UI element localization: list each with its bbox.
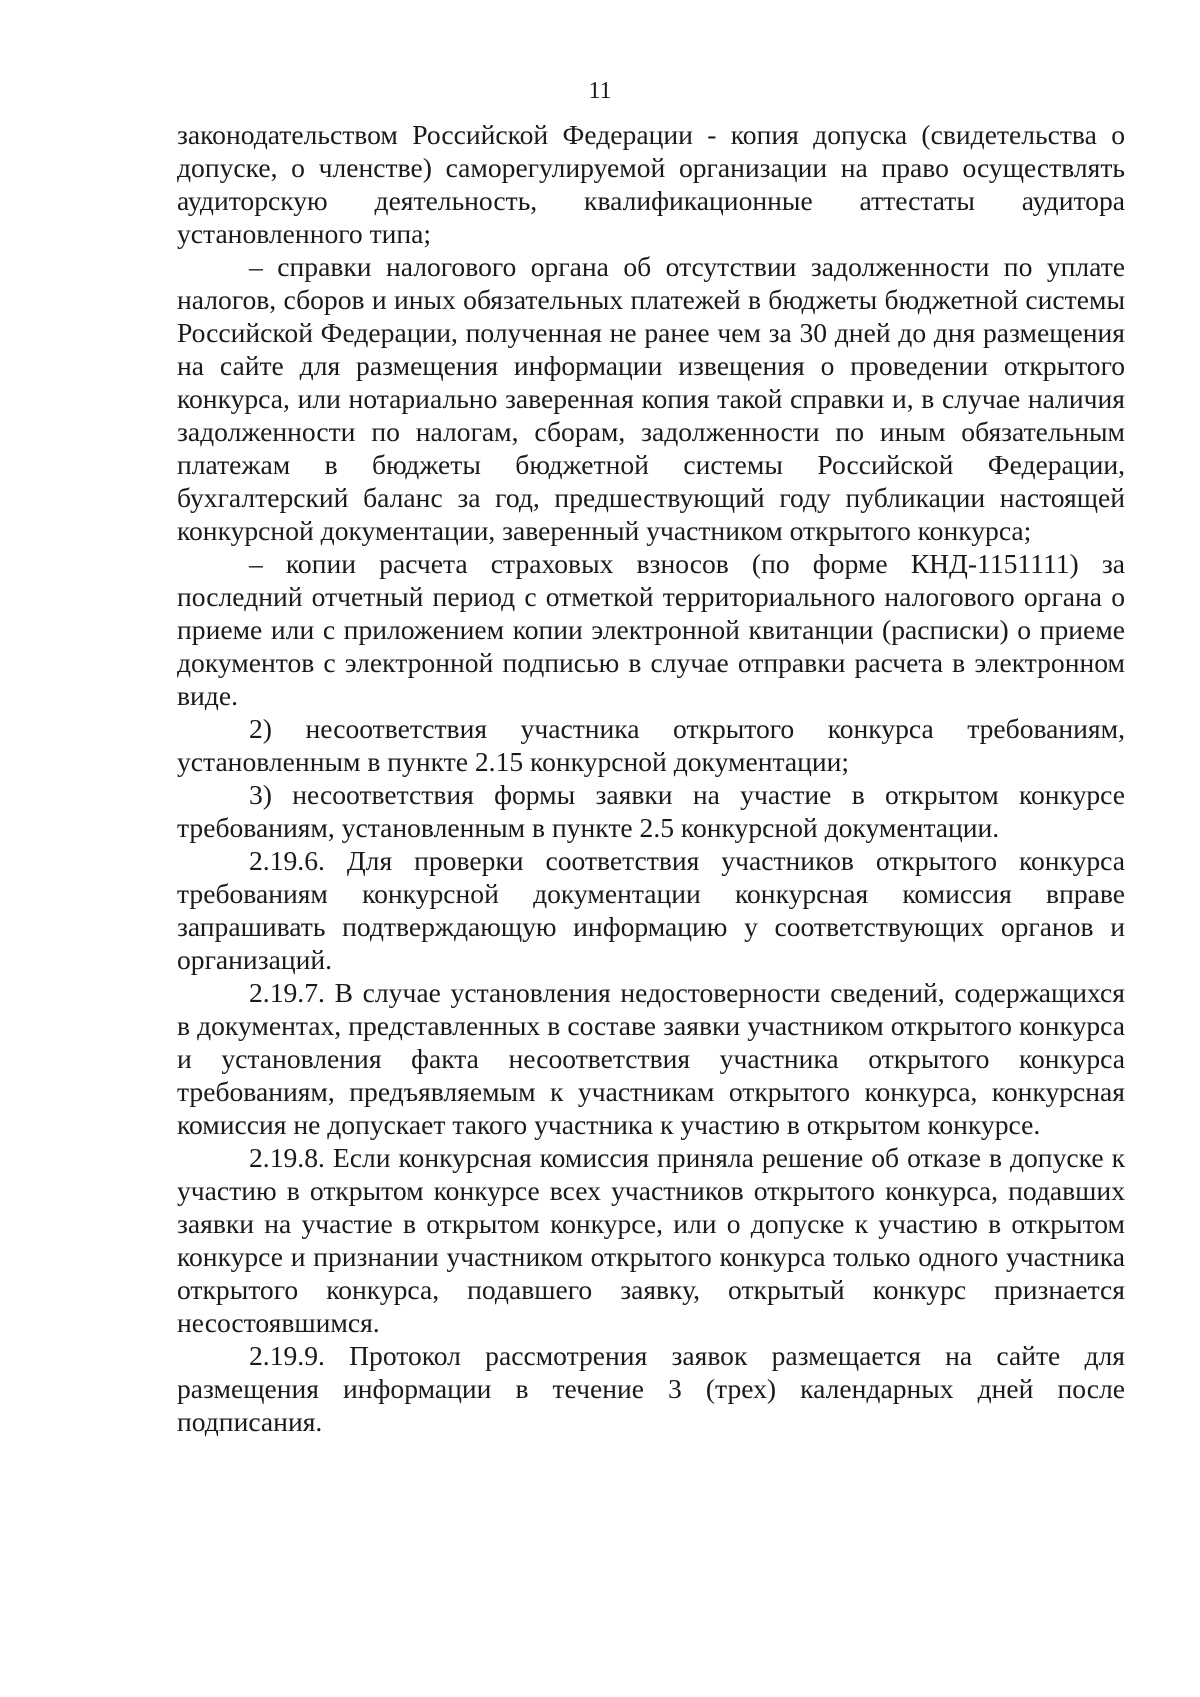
paragraph-insurance-contributions: – копии расчета страховых взносов (по форме КНД-1151111) за последний отчетный период с отметкой территориального налогового органа о приеме или с приложением копии электронной квитанции (расписки) о приеме документов с электронной подписью в случае отправки расчета в электронном виде.: [177, 548, 1125, 711]
paragraph-2-19-9: 2.19.9. Протокол рассмотрения заявок размещается на сайте для размещения информации в течение 3 (трех) календарных дней после подписания.: [177, 1340, 1125, 1437]
page-number: 11: [588, 78, 612, 104]
paragraph-continuation-audit-license: законодательством Российской Федерации - копия допуска (свидетельства о допуске, о членстве) саморегулируемой организации на право осуществлять аудиторскую деятельность, квалификационные аттестаты аудитора установленного типа;: [177, 119, 1125, 249]
paragraph-tax-certificate: – справки налогового органа об отсутствии задолженности по уплате налогов, сборов и иных обязательных платежей в бюджеты бюджетной системы Российской Федерации, полученная не ранее чем за 30 дней до дня размещения на сайте для размещения информации извещения о проведении открытого конкурса, или нотариально заверенная копия такой справки и, в случае наличия задолженности по налогам, сборам, задолженности по иным обязательным платежам в бюджеты бюджетной системы Российской Федерации, бухгалтерский баланс за год, предшествующий году публикации настоящей конкурсной документации, заверенный участником открытого конкурса;: [177, 251, 1125, 546]
paragraph-item-2-noncompliance: 2) несоответствия участника открытого конкурса требованиям, установленным в пункте 2.15 конкурсной документации;: [177, 713, 1125, 777]
paragraph-2-19-6: 2.19.6. Для проверки соответствия участников открытого конкурса требованиям конкурсной документации конкурсная комиссия вправе запрашивать подтверждающую информацию у соответствующих органов и организаций.: [177, 845, 1125, 975]
document-body: [177, 118, 1125, 1438]
paragraph-2-19-7: 2.19.7. В случае установления недостоверности сведений, содержащихся в документах, представленных в составе заявки участником открытого конкурса и установления факта несоответствия участника открытого конкурса требованиям, предъявляемым к участникам открытого конкурса, конкурсная комиссия не допускает такого участника к участию в открытом конкурсе.: [177, 977, 1125, 1140]
paragraph-item-3-form-noncompliance: 3) несоответствия формы заявки на участие в открытом конкурсе требованиям, установленным в пункте 2.5 конкурсной документации.: [177, 779, 1125, 843]
paragraph-2-19-8: 2.19.8. Если конкурсная комиссия приняла решение об отказе в допуске к участию в открытом конкурсе всех участников открытого конкурса, подавших заявки на участие в открытом конкурсе, или о допуске к участию в открытом конкурсе и признании участником открытого конкурса только одного участника открытого конкурса, подавшего заявку, открытый конкурс признается несостоявшимся.: [177, 1142, 1125, 1338]
